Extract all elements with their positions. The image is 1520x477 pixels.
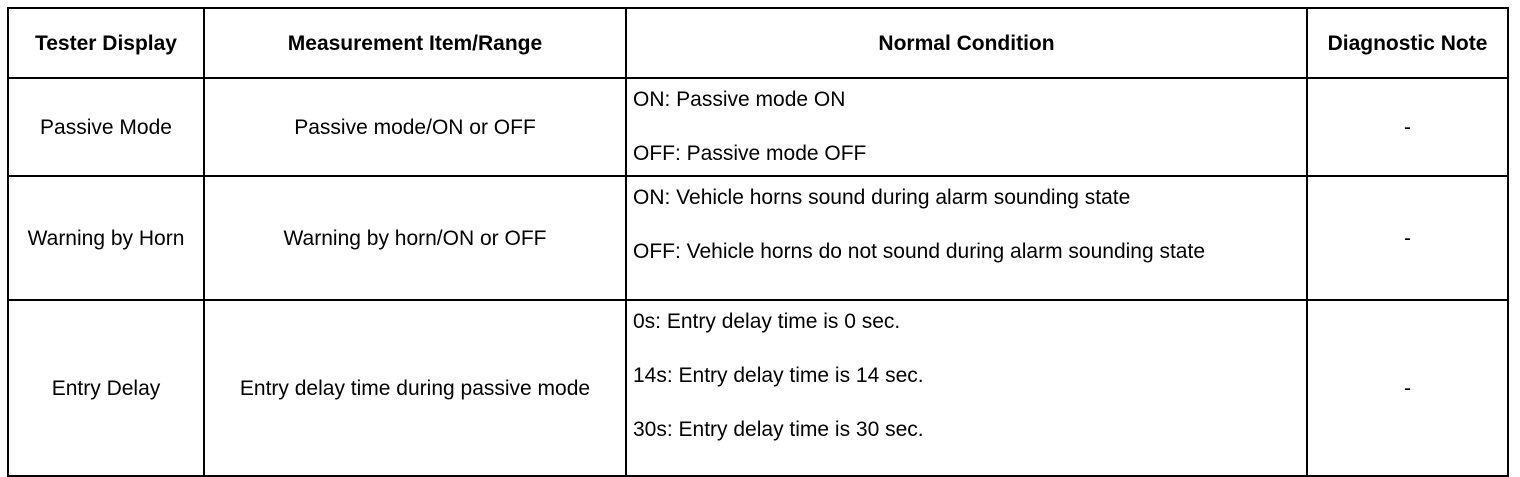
cell-diagnostic-note: - [1307, 176, 1508, 300]
cell-diagnostic-note: - [1307, 78, 1508, 176]
condition-line: 30s: Entry delay time is 30 sec. [633, 418, 924, 441]
data-list-table-container [7, 7, 1509, 477]
cell-normal-condition [626, 300, 1307, 476]
condition-line: ON: Vehicle horns sound during alarm sounding state [633, 186, 1131, 209]
cell-measurement: Entry delay time during passive mode [204, 300, 626, 476]
table-row [8, 176, 1508, 300]
cell-normal-condition [626, 176, 1307, 300]
cell-diagnostic-note: - [1307, 300, 1508, 476]
cell-tester-display: Entry Delay [8, 300, 204, 476]
header-tester-display: Tester Display [8, 8, 204, 78]
cell-measurement: Passive mode/ON or OFF [204, 78, 626, 176]
cell-normal-condition [626, 78, 1307, 176]
header-measurement-item-range: Measurement Item/Range [204, 8, 626, 78]
condition-line: OFF: Passive mode OFF [633, 142, 867, 165]
data-list-table [7, 7, 1509, 477]
table-header-row [8, 8, 1508, 78]
header-normal-condition: Normal Condition [626, 8, 1307, 78]
table-row [8, 300, 1508, 476]
condition-line: OFF: Vehicle horns do not sound during alarm sounding state [633, 240, 1206, 263]
condition-line: 0s: Entry delay time is 0 sec. [633, 310, 901, 333]
header-diagnostic-note: Diagnostic Note [1307, 8, 1508, 78]
cell-measurement: Warning by horn/ON or OFF [204, 176, 626, 300]
table-row [8, 78, 1508, 176]
cell-tester-display: Passive Mode [8, 78, 204, 176]
condition-line: 14s: Entry delay time is 14 sec. [633, 364, 924, 387]
cell-tester-display: Warning by Horn [8, 176, 204, 300]
condition-line: ON: Passive mode ON [633, 88, 846, 111]
